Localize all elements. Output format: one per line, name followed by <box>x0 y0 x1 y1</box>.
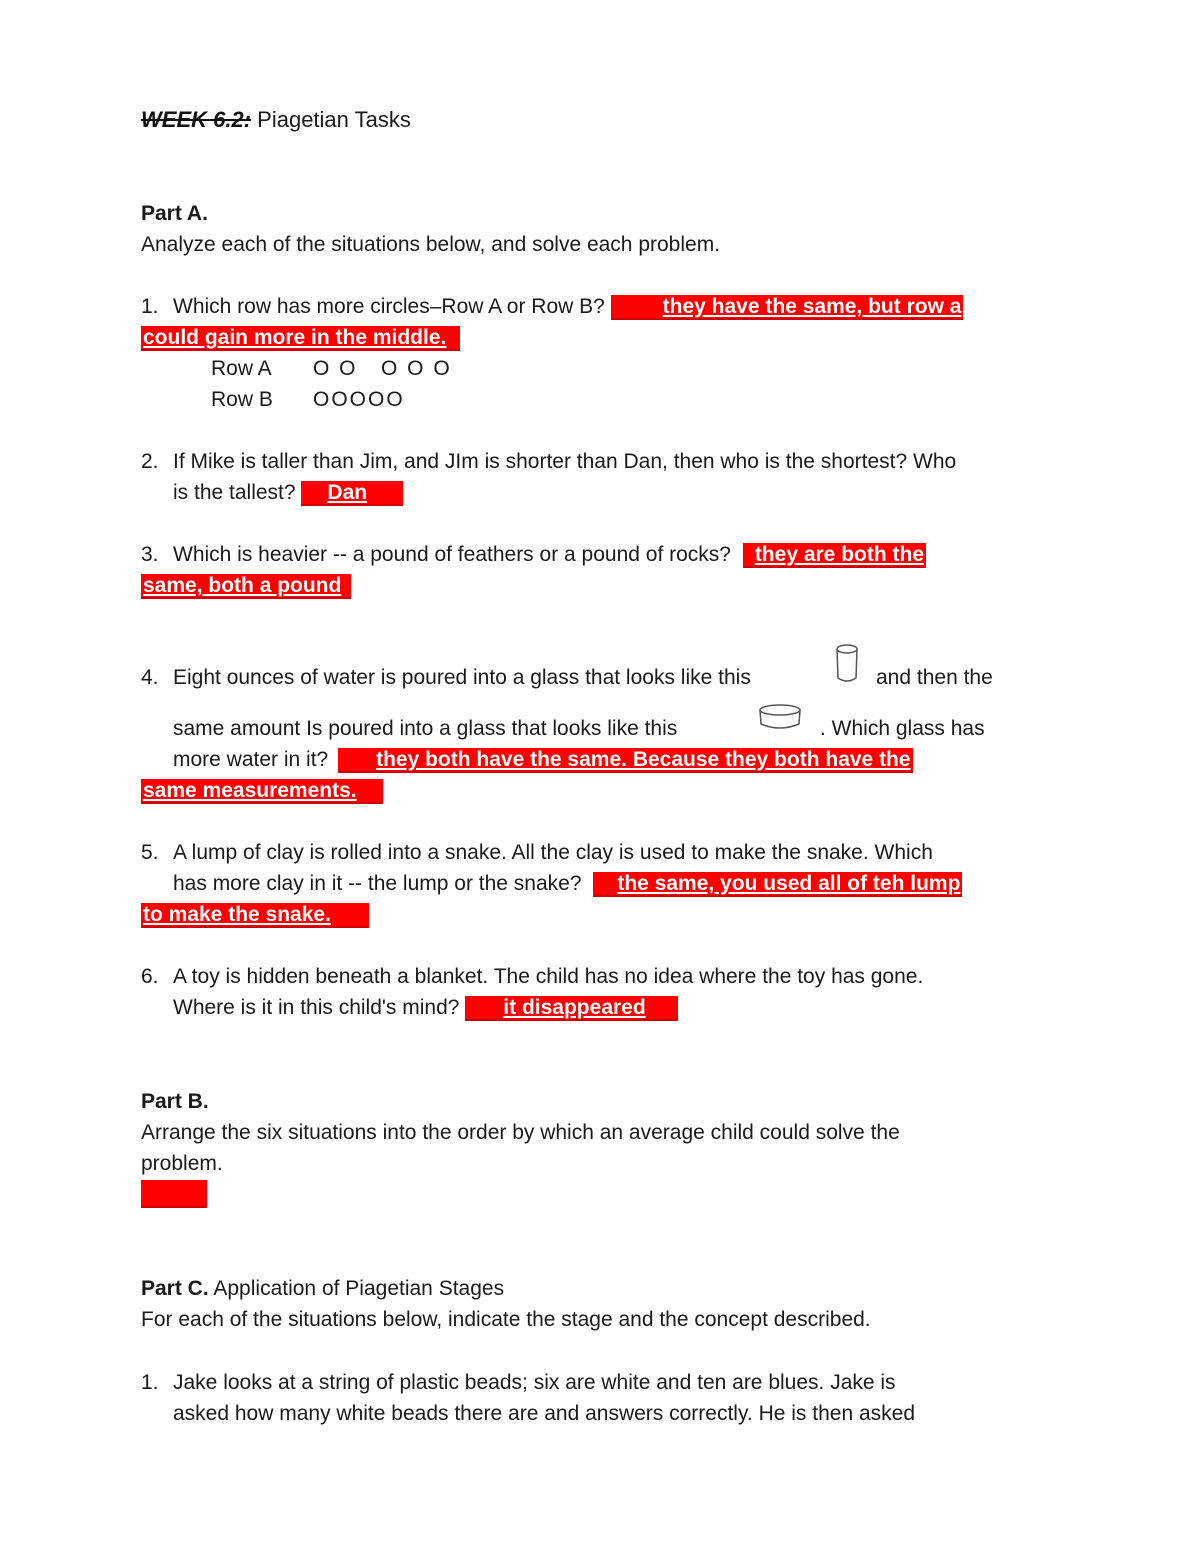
question-1-text: Which row has more circles–Row A or Row B? <box>173 295 605 318</box>
question-4-text-1a: Eight ounces of water is poured into a glass that looks like this <box>173 666 751 689</box>
question-6-line-2 <box>173 992 678 1023</box>
question-1-line-1 <box>141 291 963 322</box>
question-3-line-1 <box>141 539 926 570</box>
part-c-question-1-text-2: asked how many white beads there are and answers correctly. He is then asked <box>173 1402 915 1425</box>
part-b-text-1: Arrange the six situations into the order by which an average child could solve the <box>141 1121 900 1144</box>
question-4-text-2b: . Which glass has <box>820 717 985 740</box>
question-number: 6. <box>141 965 159 988</box>
question-number: 3. <box>141 543 159 566</box>
question-2-text-2: is the tallest? <box>173 481 296 504</box>
question-number: 2. <box>141 450 159 473</box>
question-4-line-4 <box>141 775 383 806</box>
question-5-line-2 <box>173 868 962 899</box>
answer-5-part-2[interactable]: to make the snake. <box>141 903 369 928</box>
answer-6[interactable]: it disappeared <box>465 996 677 1021</box>
question-4-line-1 <box>141 662 751 693</box>
question-2-line-1 <box>141 446 956 477</box>
part-a-instructions: Analyze each of the situations below, and solve each problem. <box>141 233 721 256</box>
question-5-line-3 <box>141 899 369 930</box>
part-c-instructions: For each of the situations below, indicate the stage and the concept described. <box>141 1308 871 1331</box>
question-3-text: Which is heavier -- a pound of feathers or a pound of rocks? <box>173 543 731 566</box>
question-5-line-1 <box>141 837 933 868</box>
question-4-line-3 <box>173 744 913 775</box>
part-c-heading-line <box>141 1273 504 1304</box>
question-4-text-3: more water in it? <box>173 748 329 771</box>
part-c-question-1-line-1 <box>141 1367 896 1398</box>
question-1-line-2 <box>141 322 460 353</box>
answer-1-part-1[interactable]: they have the same, but row a <box>611 295 964 320</box>
question-6-text-1: A toy is hidden beneath a blanket. The child has no idea where the toy has gone. <box>173 965 924 988</box>
week-label: WEEK 6.2: <box>141 107 252 132</box>
question-3-line-2 <box>141 570 351 601</box>
answer-3-part-1[interactable]: they are both the <box>743 543 926 568</box>
row-b-circles: OOOOO <box>313 388 405 411</box>
answer-2[interactable]: Dan <box>301 481 403 506</box>
question-2-text-1: If Mike is taller than Jim, and JIm is shorter than Dan, then who is the shortest? Who <box>173 450 957 473</box>
row-a-label: Row A <box>211 357 272 380</box>
question-4-text-2a: same amount Is poured into a glass that looks like this <box>173 717 678 740</box>
question-4-text-1b: and then the <box>876 666 993 689</box>
part-c-heading: Part C. <box>141 1277 209 1300</box>
question-6-line-1 <box>141 961 923 992</box>
part-a-heading: Part A. <box>141 202 208 225</box>
tall-glass-icon <box>833 642 861 686</box>
question-5-text-1: A lump of clay is rolled into a snake. All the clay is used to make the snake. Which <box>173 841 933 864</box>
question-2-line-2 <box>173 477 403 508</box>
row-a-circles: O O O O O <box>313 357 452 380</box>
document-header <box>141 104 411 135</box>
answer-1-part-2[interactable]: could gain more in the middle. <box>141 326 460 351</box>
part-b-answer-field[interactable] <box>141 1180 207 1208</box>
question-number: 1. <box>141 1371 159 1394</box>
answer-4-part-2[interactable]: same measurements. <box>141 779 383 804</box>
answer-5-part-1[interactable]: the same, you used all of teh lump <box>593 872 962 897</box>
answer-3-part-2[interactable]: same, both a pound <box>141 574 351 599</box>
row-b-label: Row B <box>211 388 273 411</box>
question-number: 5. <box>141 841 159 864</box>
question-5-text-2: has more clay in it -- the lump or the snake? <box>173 872 582 895</box>
question-number: 1. <box>141 295 159 318</box>
part-b-text-2: problem. <box>141 1152 223 1175</box>
wide-glass-icon <box>756 702 804 734</box>
answer-4-part-1[interactable]: they both have the same. Because they both have the <box>338 748 913 773</box>
question-6-text-2: Where is it in this child's mind? <box>173 996 460 1019</box>
part-c-question-1-text-1: Jake looks at a string of plastic beads; six are white and ten are blues. Jake is <box>173 1371 896 1394</box>
question-number: 4. <box>141 666 159 689</box>
part-c-subtitle: Application of Piagetian Stages <box>213 1277 505 1300</box>
part-b-heading: Part B. <box>141 1090 209 1113</box>
document-title: Piagetian Tasks <box>257 107 411 132</box>
